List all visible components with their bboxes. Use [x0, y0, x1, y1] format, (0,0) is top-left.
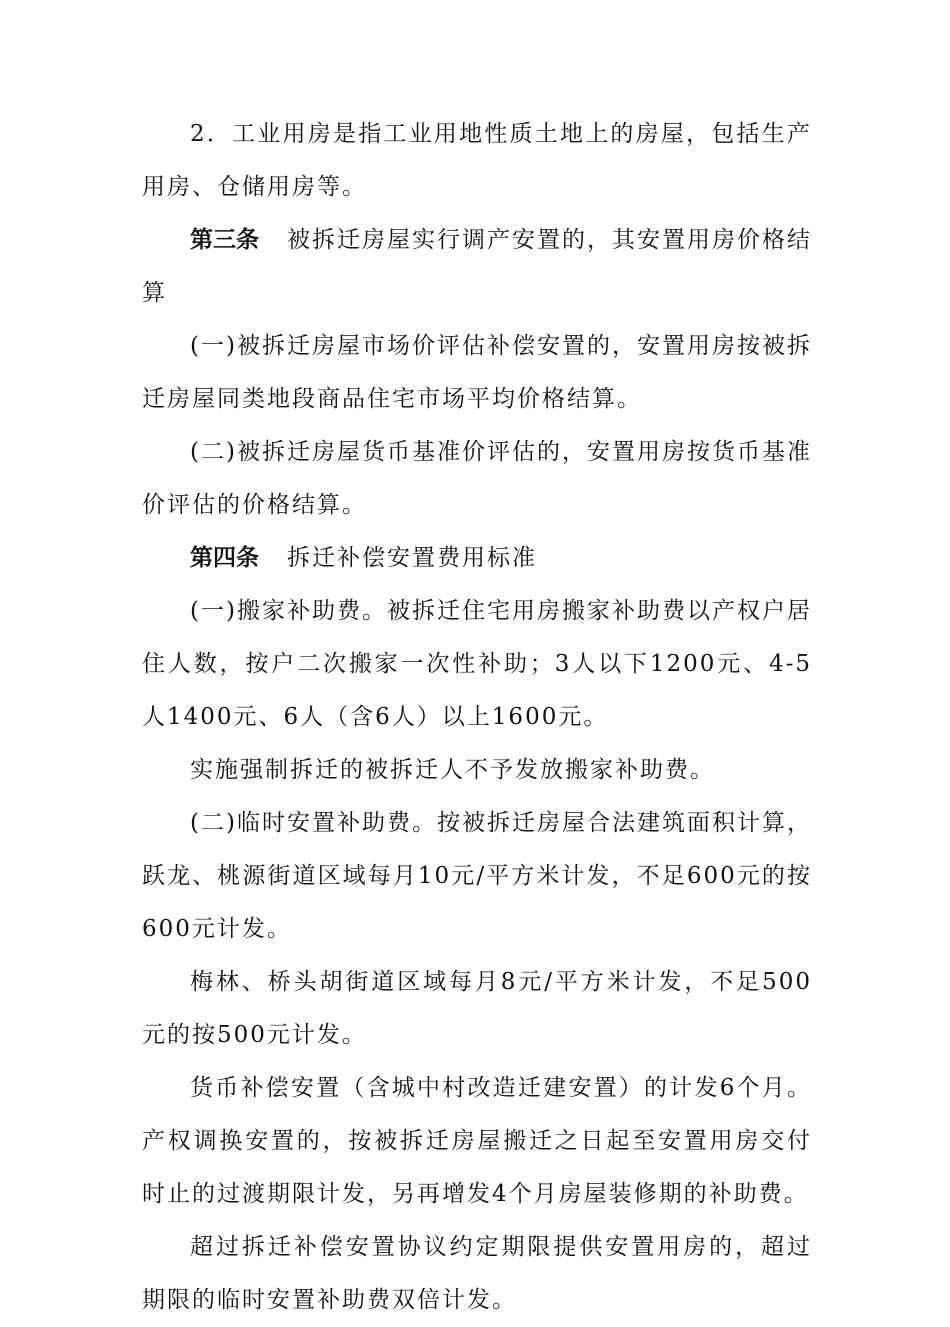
paragraph-text: 超过拆迁补偿安置协议约定期限提供安置用房的，超过期限的临时安置补助费双倍计发。: [142, 1234, 812, 1313]
paragraph-text: (二)被拆迁房屋货币基准价评估的，安置用房按货币基准价评估的价格结算。: [142, 439, 812, 518]
clause-temporary-subsidy: [142, 797, 812, 956]
article-3: [142, 214, 812, 320]
paragraph-text: 实施强制拆迁的被拆迁人不予发放搬家补助费。: [190, 757, 715, 783]
paragraph-meilin-qiaotouhu: [142, 956, 812, 1062]
paragraph-forced-relocation: [142, 744, 812, 797]
paragraph-monetary-compensation: [142, 1062, 812, 1221]
clause-base-price: [142, 426, 812, 532]
article-heading: 第四条: [190, 545, 259, 571]
paragraph-text: (一)搬家补助费。被拆迁住宅用房搬家补助费以产权户居住人数，按户二次搬家一次性补助；3人以下1200元、4-5人1400元、6人（含6人）以上1600元。: [142, 598, 812, 730]
article-4: [142, 532, 812, 585]
article-heading: 第三条: [190, 227, 259, 253]
paragraph-text: 拆迁补偿安置费用标准: [287, 545, 537, 571]
paragraph-overdue-double: [142, 1221, 812, 1327]
paragraph-text: 2．工业用房是指工业用地性质土地上的房屋，包括生产用房、仓储用房等。: [142, 121, 812, 200]
paragraph-text: 被拆迁房屋实行调产安置的，其安置用房价格结算: [142, 227, 812, 306]
document-page: [142, 108, 812, 1327]
paragraph-text: 梅林、桥头胡街道区域每月8元/平方米计发，不足500元的按500元计发。: [142, 969, 812, 1048]
paragraph-text: 货币补偿安置（含城中村改造迁建安置）的计发6个月。产权调换安置的，按被拆迁房屋搬迁之日起至安置用房交付时止的过渡期限计发，另再增发4个月房屋装修期的补助费。: [142, 1075, 812, 1207]
clause-market-price: [142, 320, 812, 426]
paragraph-industrial-housing: [142, 108, 812, 214]
clause-moving-subsidy: [142, 585, 812, 744]
paragraph-text: (二)临时安置补助费。按被拆迁房屋合法建筑面积计算，跃龙、桃源街道区域每月10元/平方米计发，不足600元的按600元计发。: [142, 810, 812, 942]
paragraph-text: (一)被拆迁房屋市场价评估补偿安置的，安置用房按被拆迁房屋同类地段商品住宅市场平均价格结算。: [142, 333, 812, 412]
